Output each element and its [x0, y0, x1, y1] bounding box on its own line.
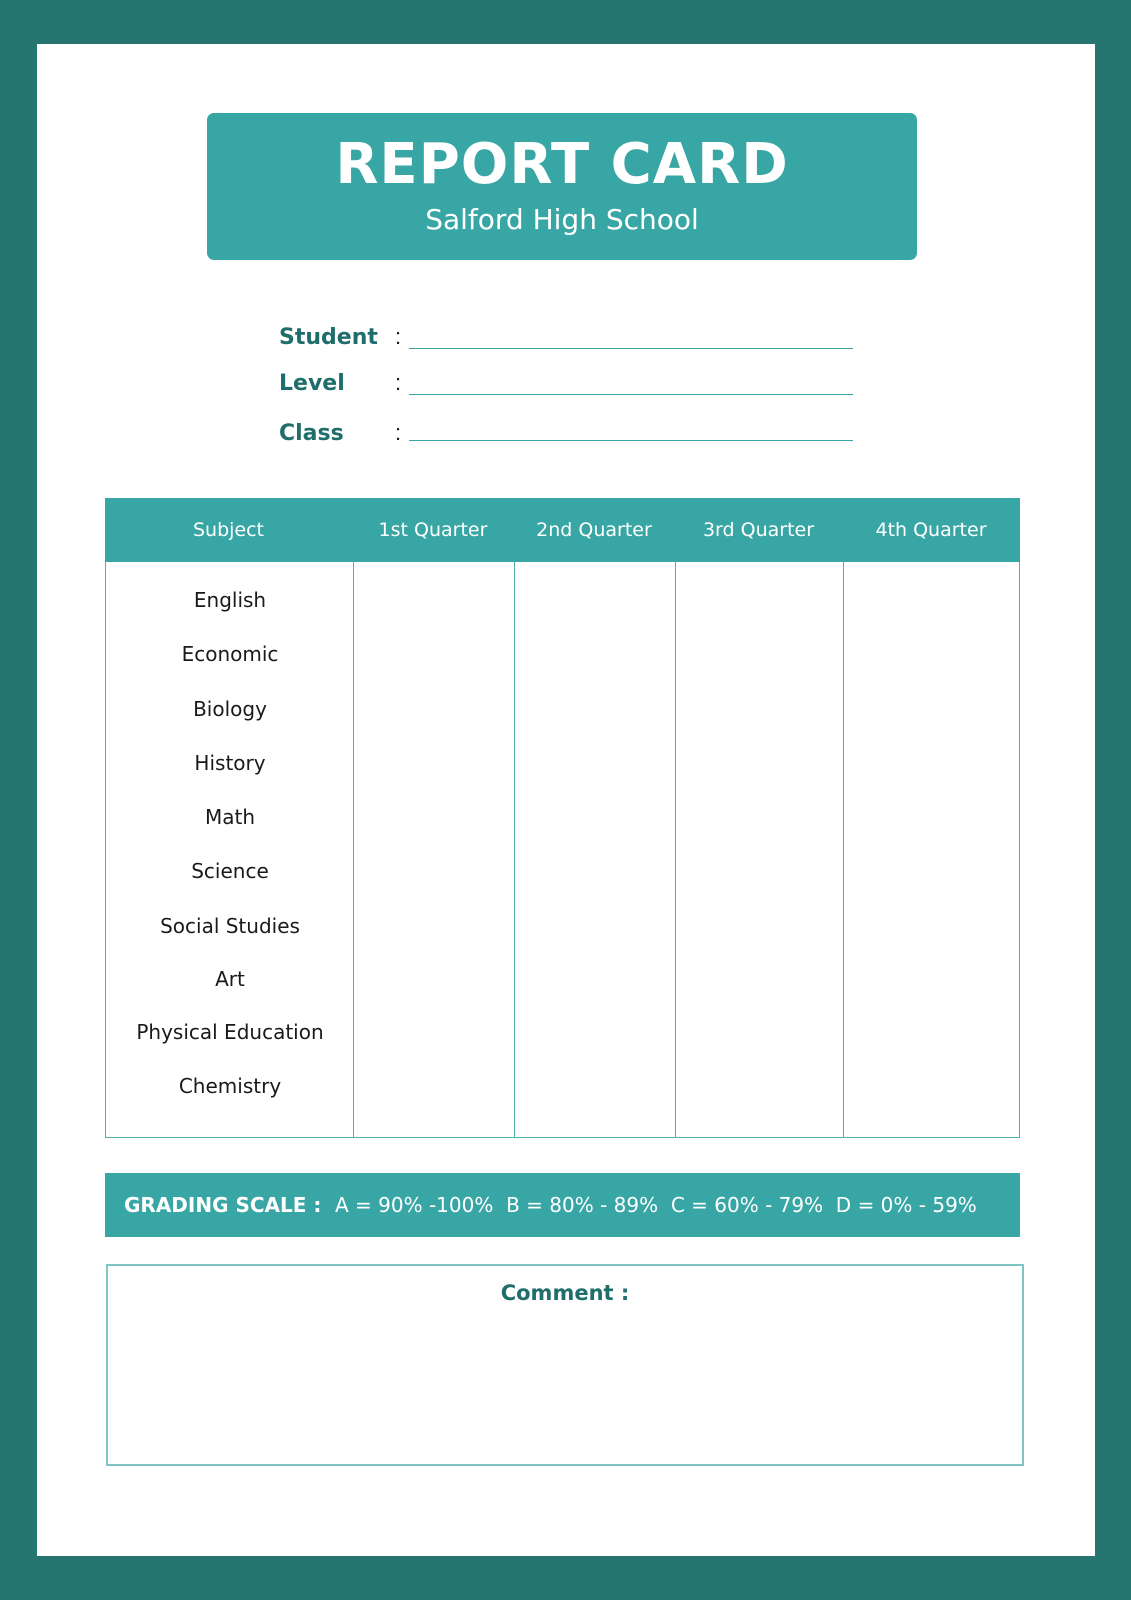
school-name: Salford High School: [425, 203, 699, 236]
column-divider: [514, 561, 515, 1137]
header-quarter-2: 2nd Quarter: [536, 518, 652, 541]
grading-scale-bar: [105, 1173, 1020, 1237]
student-colon: :: [395, 324, 402, 349]
page-title: REPORT CARD: [335, 132, 789, 197]
class-input-line[interactable]: [409, 440, 853, 441]
class-label: Class: [279, 421, 344, 446]
grading-scale-label: GRADING SCALE :: [124, 1193, 322, 1217]
student-label: Student: [279, 325, 378, 350]
subject-chemistry: Chemistry: [178, 1074, 282, 1098]
subject-economic: Economic: [181, 642, 279, 666]
subject-biology: Biology: [193, 697, 267, 721]
header-quarter-1: 1st Quarter: [378, 518, 488, 541]
subject-english: English: [193, 588, 267, 612]
level-label: Level: [279, 371, 345, 396]
grades-table: [105, 498, 1020, 1138]
class-colon: :: [395, 420, 402, 445]
column-divider: [843, 561, 844, 1137]
table-header-row: [105, 498, 1020, 562]
subject-history: History: [194, 751, 266, 775]
grading-scale-values: A = 90% -100% B = 80% - 89% C = 60% - 79% D = 0% - 59%: [335, 1193, 977, 1217]
header-banner: [207, 113, 917, 260]
header-subject: Subject: [192, 518, 265, 541]
header-quarter-3: 3rd Quarter: [702, 518, 815, 541]
report-card-page: [37, 44, 1095, 1556]
subject-art: Art: [215, 967, 245, 991]
comment-box[interactable]: [106, 1264, 1024, 1466]
subject-science: Science: [191, 859, 269, 883]
class-field: [279, 410, 879, 450]
student-input-line[interactable]: [409, 348, 853, 349]
subject-physical-education: Physical Education: [136, 1020, 324, 1044]
column-divider: [675, 561, 676, 1137]
header-quarter-4: 4th Quarter: [875, 518, 987, 541]
level-colon: :: [395, 370, 402, 395]
comment-label: Comment :: [500, 1281, 630, 1305]
level-input-line[interactable]: [409, 394, 853, 395]
subject-social-studies: Social Studies: [160, 914, 300, 938]
subject-math: Math: [204, 805, 256, 829]
